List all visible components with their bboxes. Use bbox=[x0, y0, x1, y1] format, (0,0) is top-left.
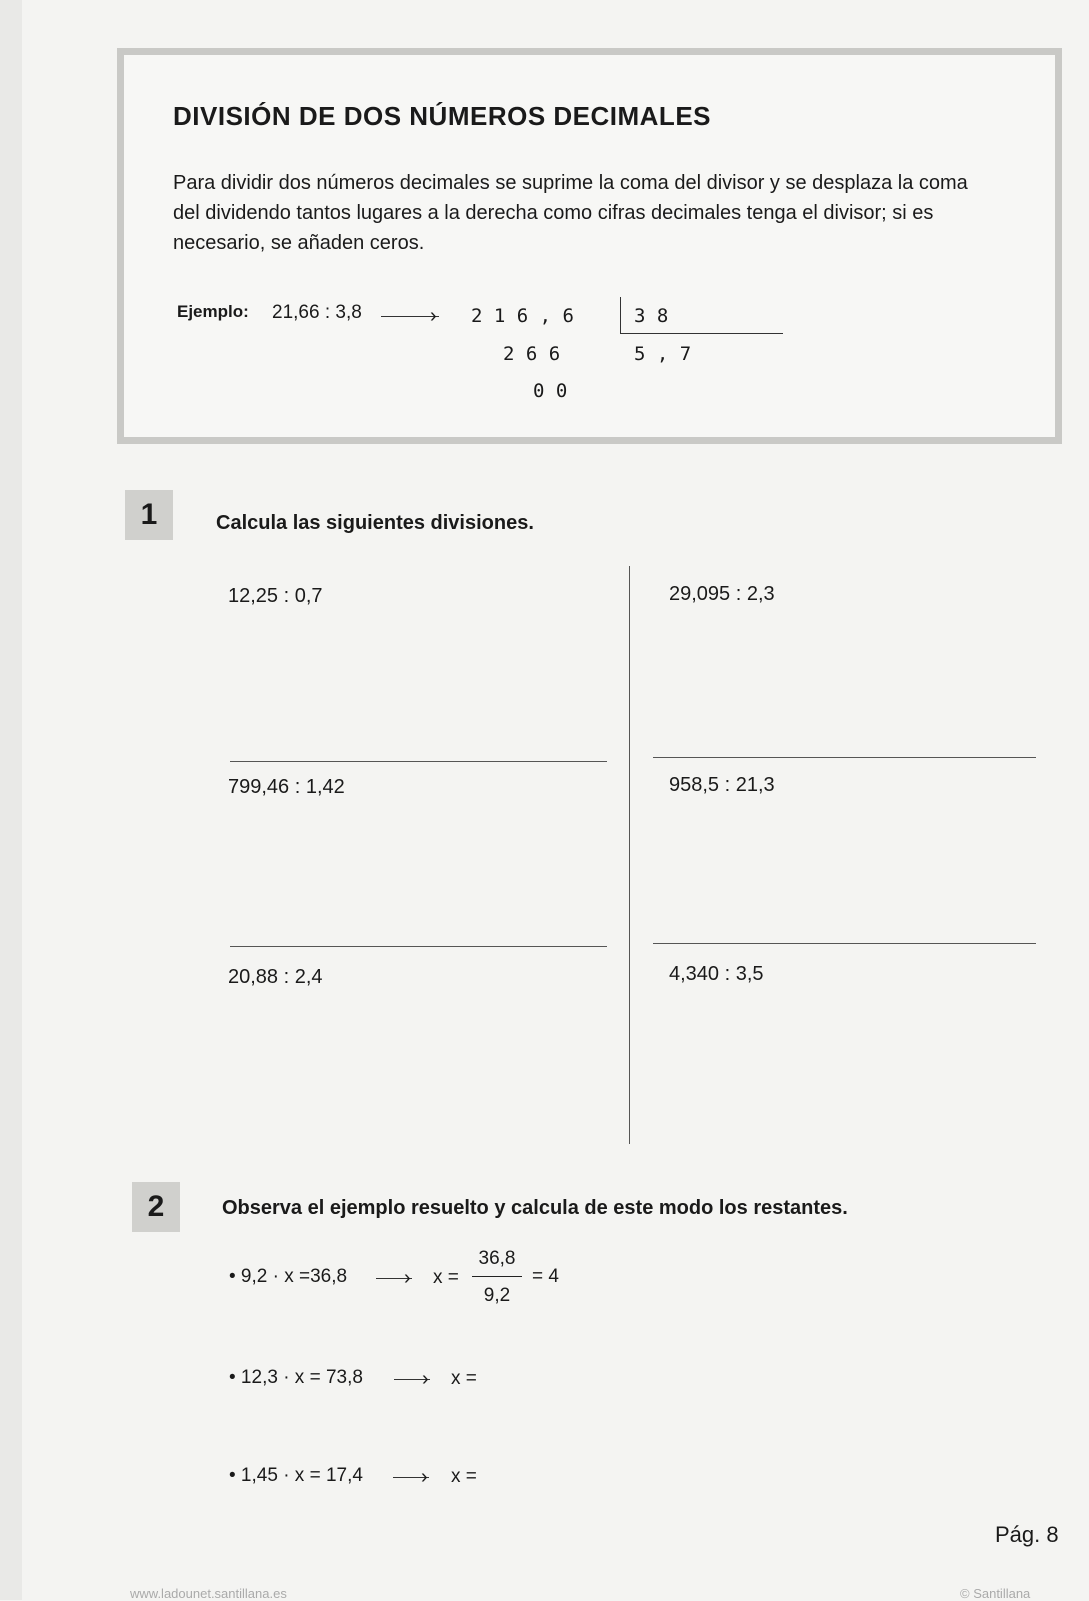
example-fraction bbox=[472, 1248, 522, 1307]
long-division-quotient: 5 , 7 bbox=[634, 343, 692, 365]
long-division-dividend: 2 1 6 , 6 bbox=[471, 305, 574, 327]
page-number: Pág. 8 bbox=[995, 1522, 1059, 1547]
equation-item: • 12,3 · x = 73,8 bbox=[229, 1367, 363, 1388]
x-equals-blank: x = bbox=[451, 1368, 477, 1389]
division-operation: 799,46 : 1,42 bbox=[228, 776, 345, 798]
grid-divider-left-1 bbox=[230, 761, 607, 762]
division-operation: 12,25 : 0,7 bbox=[228, 585, 323, 607]
long-division-step: 2 6 6 bbox=[503, 343, 561, 365]
division-operation: 958,5 : 21,3 bbox=[669, 774, 775, 796]
x-equals-blank: x = bbox=[451, 1466, 477, 1487]
equation-item: • 1,45 · x = 17,4 bbox=[229, 1465, 363, 1486]
grid-divider-right-1 bbox=[653, 757, 1036, 758]
exercise-1-title: Calcula las siguientes divisiones. bbox=[216, 512, 534, 534]
example-equation: • 9,2 · x =36,8 bbox=[229, 1266, 348, 1287]
example-result: = 4 bbox=[532, 1266, 559, 1287]
theory-title: DIVISIÓN DE DOS NÚMEROS DECIMALES bbox=[173, 101, 711, 131]
footer-copyright: © Santillana bbox=[960, 1586, 1031, 1601]
long-division-divisor: 3 8 bbox=[634, 305, 669, 327]
example-x-equals: x = bbox=[433, 1267, 459, 1288]
exercise-2-number: 2 bbox=[132, 1182, 180, 1232]
long-division-remainder: 0 0 bbox=[533, 380, 568, 402]
fraction-denominator: 9,2 bbox=[483, 1285, 511, 1306]
division-operation: 4,340 : 3,5 bbox=[669, 963, 764, 985]
fraction-bar bbox=[472, 1276, 522, 1277]
long-division-horizontal-line bbox=[620, 333, 783, 334]
footer-url: www.ladounet.santillana.es bbox=[130, 1586, 287, 1601]
arrow-right-icon: › bbox=[421, 1466, 428, 1488]
theory-text: Para dividir dos números decimales se suprime la coma del divisor y se desplaza la coma del dividendo tantos lugares a la derecha como cifras decimales tenga el divisor; si es necesario, se añaden ceros. bbox=[173, 172, 968, 254]
exercise-2-title: Observa el ejemplo resuelto y calcula de este modo los restantes. bbox=[222, 1197, 848, 1219]
example-expression: 21,66 : 3,8 bbox=[272, 302, 362, 323]
grid-divider-left-2 bbox=[230, 946, 607, 947]
division-operation: 20,88 : 2,4 bbox=[228, 966, 323, 988]
fraction-numerator: 36,8 bbox=[478, 1248, 516, 1269]
arrow-right-icon: › bbox=[422, 1368, 429, 1390]
division-operation: 29,095 : 2,3 bbox=[669, 583, 775, 605]
grid-divider-right-2 bbox=[653, 943, 1036, 944]
page-edge bbox=[0, 0, 22, 1600]
grid-vertical-divider bbox=[629, 566, 630, 1144]
arrow-right-icon: › bbox=[404, 1267, 411, 1289]
exercise-1-number: 1 bbox=[125, 490, 173, 540]
long-division-vertical-line bbox=[620, 297, 621, 333]
arrow-right-icon: › bbox=[430, 305, 437, 327]
example-label: Ejemplo: bbox=[177, 302, 249, 321]
